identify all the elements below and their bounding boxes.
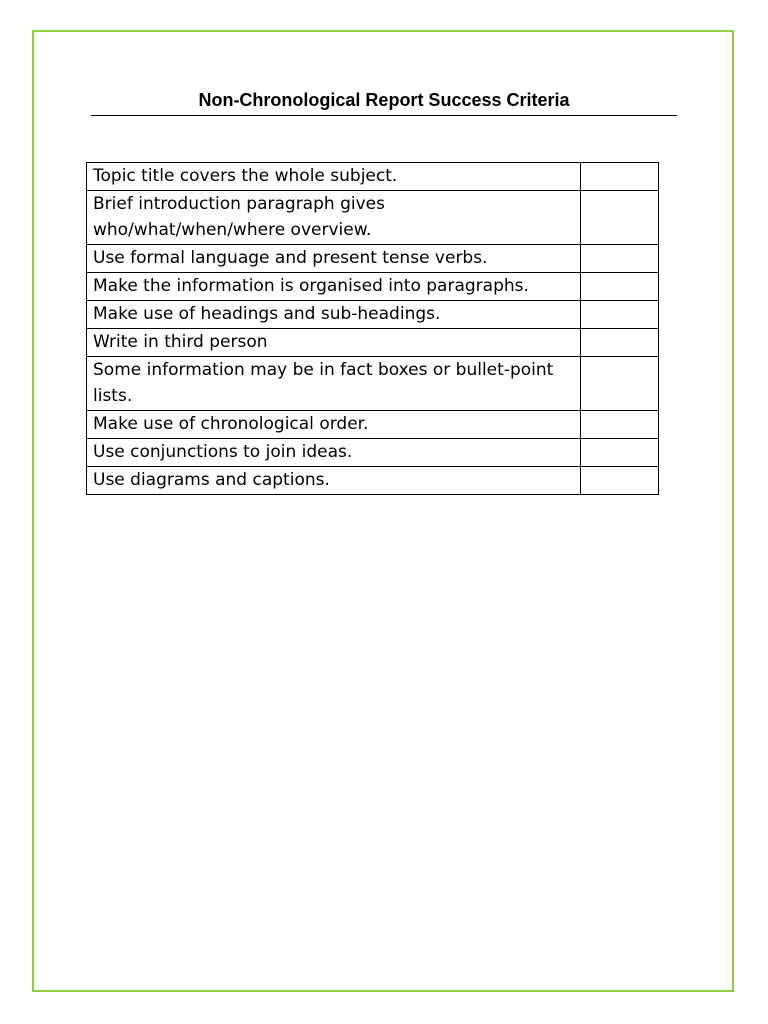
table-row [87, 467, 659, 495]
criterion-text: Use formal language and present tense verbs. [87, 245, 581, 273]
criterion-text: Write in third person [87, 329, 581, 357]
checkbox-cell[interactable] [581, 245, 659, 273]
title-underline [91, 115, 677, 116]
criterion-text: Use conjunctions to join ideas. [87, 439, 581, 467]
checkbox-cell[interactable] [581, 163, 659, 191]
table-row [87, 439, 659, 467]
checkbox-cell[interactable] [581, 467, 659, 495]
checkbox-cell[interactable] [581, 439, 659, 467]
table-row [87, 245, 659, 273]
checkbox-cell[interactable] [581, 329, 659, 357]
table-row [87, 357, 659, 411]
table-row [87, 163, 659, 191]
table-row [87, 273, 659, 301]
success-criteria-table [86, 162, 659, 495]
table-row [87, 301, 659, 329]
page-title: Non-Chronological Report Success Criteria [198, 90, 570, 110]
criterion-text: Make use of headings and sub-headings. [87, 301, 581, 329]
criterion-text: Some information may be in fact boxes or bullet-point lists. [87, 357, 581, 411]
criterion-text: Brief introduction paragraph gives who/what/when/where overview. [87, 191, 581, 245]
criterion-text: Make the information is organised into paragraphs. [87, 273, 581, 301]
checkbox-cell[interactable] [581, 357, 659, 411]
checkbox-cell[interactable] [581, 411, 659, 439]
checkbox-cell[interactable] [581, 273, 659, 301]
checkbox-cell[interactable] [581, 301, 659, 329]
criterion-text: Use diagrams and captions. [87, 467, 581, 495]
table-row [87, 191, 659, 245]
table-row [87, 411, 659, 439]
checkbox-cell[interactable] [581, 191, 659, 245]
criterion-text: Make use of chronological order. [87, 411, 581, 439]
criterion-text: Topic title covers the whole subject. [87, 163, 581, 191]
table-row [87, 329, 659, 357]
